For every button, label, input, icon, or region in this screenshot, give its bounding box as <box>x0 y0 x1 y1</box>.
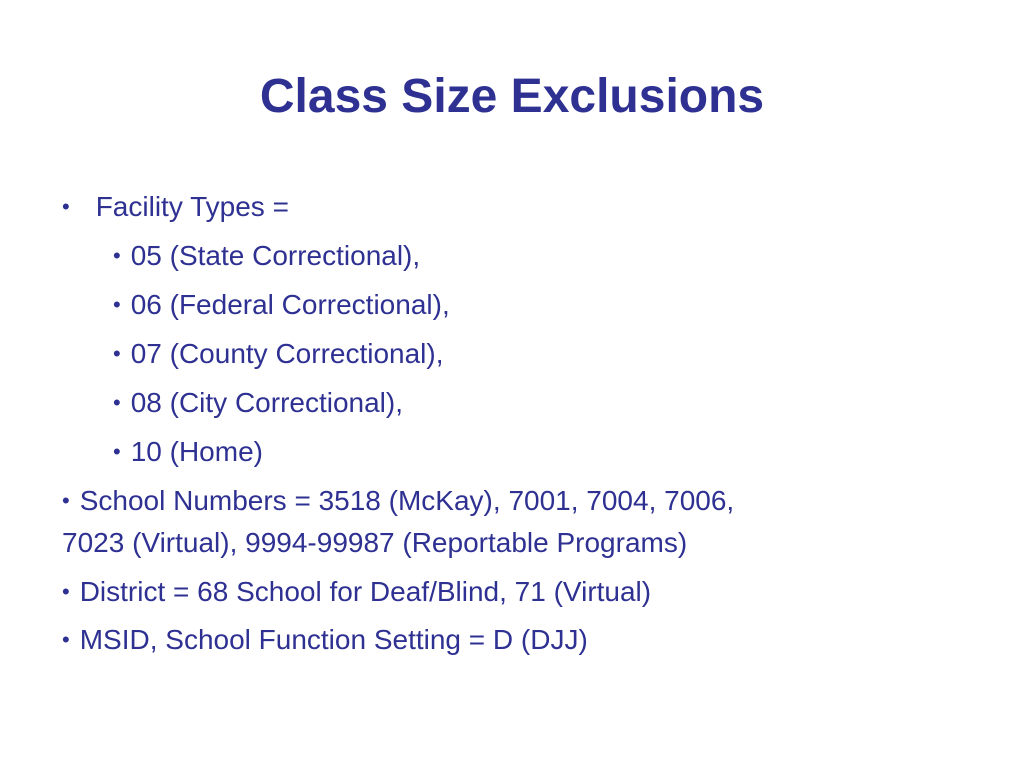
bullet-icon: • <box>113 292 121 317</box>
bullet-facility-types <box>62 191 289 223</box>
sub-bullet-10 <box>113 436 263 468</box>
bullet-icon: • <box>113 243 121 268</box>
sub-bullet-05 <box>113 240 420 272</box>
msid-text: MSID, School Function Setting = D (DJJ) <box>79 624 588 655</box>
school-numbers-line-2: 7023 (Virtual), 9994-99987 (Reportable Programs) <box>62 527 688 558</box>
sub-bullet-text: 06 (Federal Correctional), <box>130 289 450 320</box>
district-text: District = 68 School for Deaf/Blind, 71 (Virtual) <box>79 576 652 607</box>
bullet-district <box>62 576 651 608</box>
bullet-icon: • <box>62 579 70 604</box>
sub-bullet-06 <box>113 289 450 321</box>
facility-types-text: Facility Types = <box>95 191 289 222</box>
bullet-msid <box>62 624 588 656</box>
bullet-icon: • <box>113 439 121 464</box>
bullet-icon: • <box>62 488 70 513</box>
sub-bullet-text: 07 (County Correctional), <box>130 338 444 369</box>
sub-bullet-text: 08 (City Correctional), <box>130 387 404 418</box>
bullet-school-numbers <box>62 485 734 517</box>
bullet-icon: • <box>62 627 70 652</box>
slide-title: Class Size Exclusions <box>259 70 765 123</box>
school-numbers-line-1: School Numbers = 3518 (McKay), 7001, 7004, 7006, <box>79 485 735 516</box>
sub-bullet-text: 10 (Home) <box>130 436 263 467</box>
sub-bullet-08 <box>113 387 403 419</box>
sub-bullet-07 <box>113 338 444 370</box>
bullet-icon: • <box>113 390 121 415</box>
sub-bullet-text: 05 (State Correctional), <box>130 240 421 271</box>
bullet-icon: • <box>62 194 70 219</box>
bullet-icon: • <box>113 341 121 366</box>
